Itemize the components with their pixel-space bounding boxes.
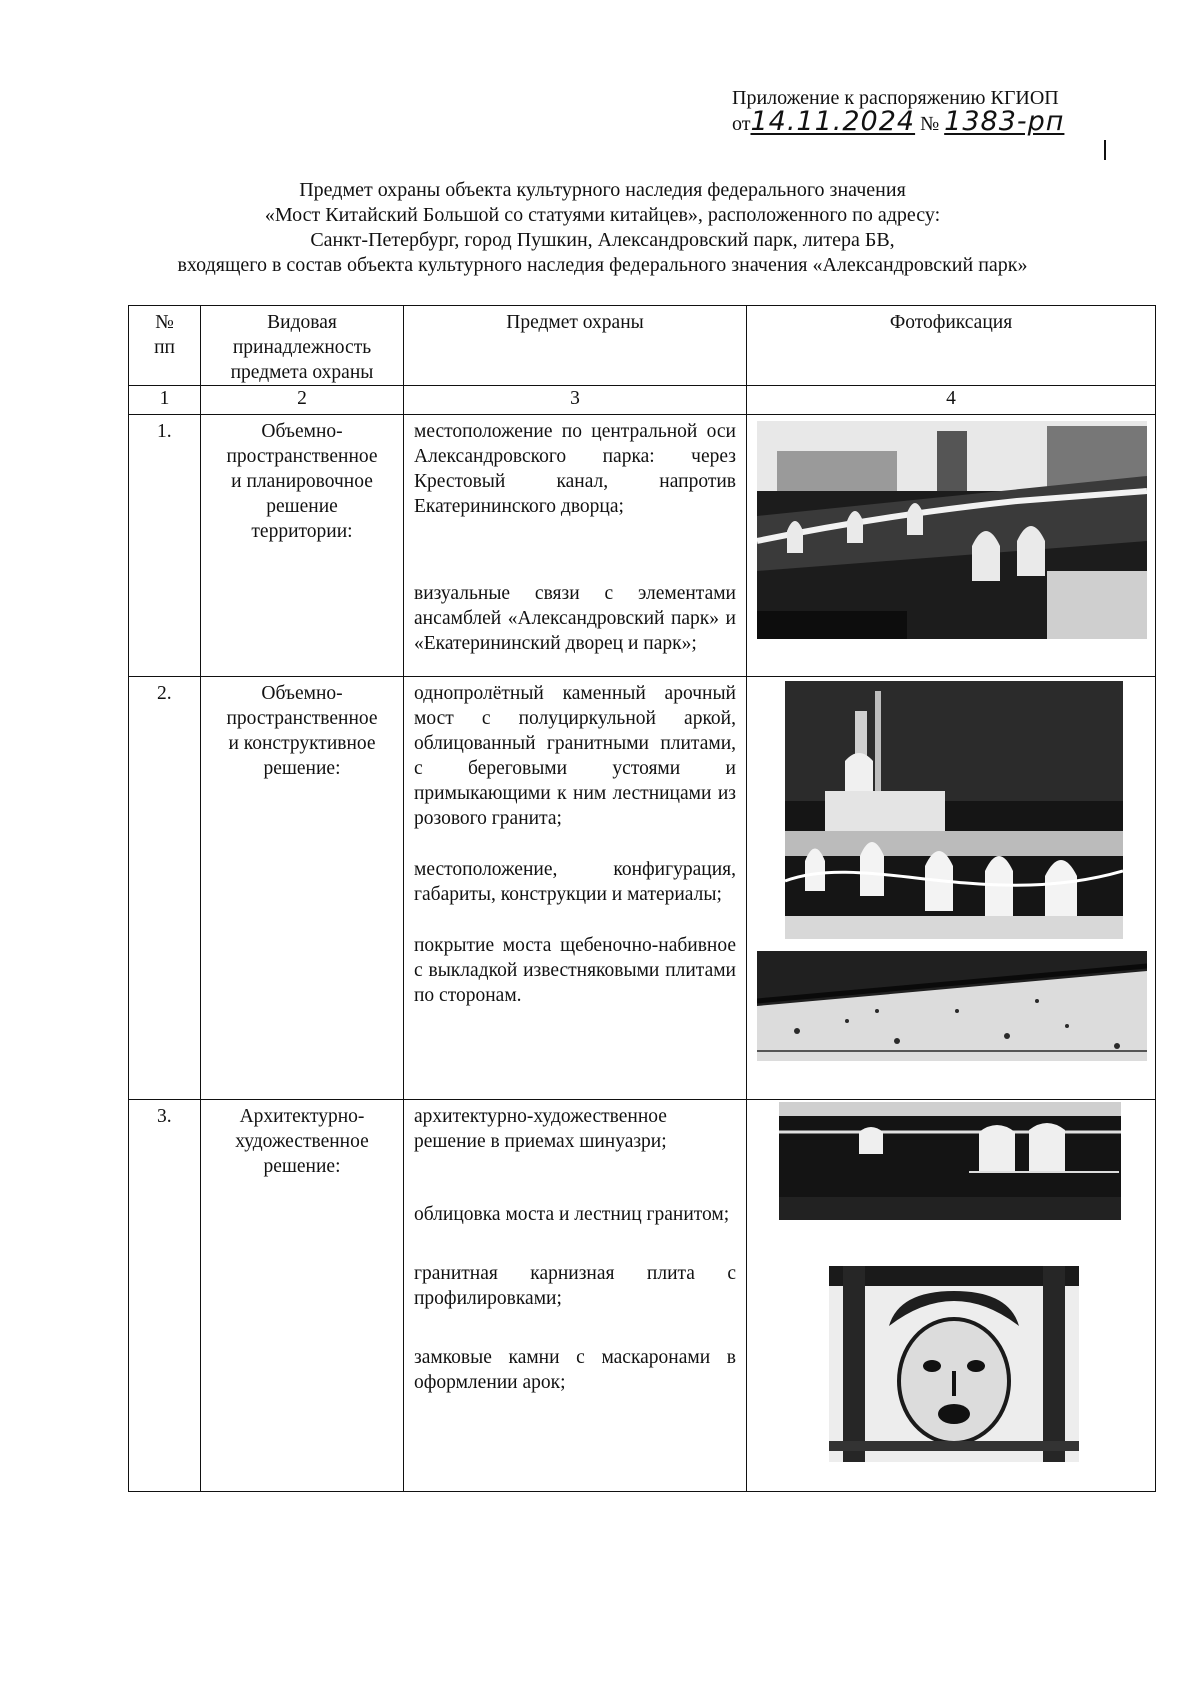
appendix-from-label: от: [732, 113, 751, 135]
col-number-3: 3: [404, 386, 747, 415]
protection-subject-table: [128, 305, 1156, 1492]
table-row: [129, 415, 1156, 677]
row-subject: [404, 415, 747, 677]
appendix-title: Приложение к распоряжению КГИОП: [732, 87, 1059, 109]
row-subject: [404, 677, 747, 1100]
kind-line: и конструктивное: [228, 733, 376, 754]
bridge-vases-photo: [785, 681, 1123, 939]
subject-item: однопролётный каменный арочный мост с полуциркульной аркой, облицованный гранитными плитами, с береговыми устоями и примыкающими к ним лестницами из розового гранита;: [414, 683, 736, 829]
header-num: [129, 306, 201, 386]
header-num-line-2: пп: [154, 337, 175, 358]
kind-line: пространственное: [226, 446, 378, 467]
col-number-2: 2: [201, 386, 404, 415]
kind-line: решение:: [263, 1156, 341, 1177]
row-kind: [201, 415, 404, 677]
subject-item: местоположение по центральной оси Александровского парка: через Крестовый канал, напротив Екатерининского дворца;: [414, 421, 736, 517]
subject-item: покрытие моста щебеночно-набивное с выкладкой известняковыми плитами по сторонам.: [414, 935, 736, 1006]
bridge-photo: [757, 421, 1147, 639]
header-photo: Фотофиксация: [747, 306, 1156, 386]
kind-line: Архитектурно-: [239, 1106, 365, 1127]
col-number-1: 1: [129, 386, 201, 415]
table-header-row: [129, 306, 1156, 386]
row-number: 2.: [129, 677, 201, 1100]
appendix-date-number: [732, 106, 1112, 140]
row-kind: [201, 1100, 404, 1492]
col-number-4: 4: [747, 386, 1156, 415]
appendix-number: 1383-рп: [944, 106, 1065, 137]
kind-line: художественное: [235, 1131, 369, 1152]
subject-item: замковые камни с маскаронами в оформлении арок;: [414, 1347, 736, 1393]
subject-item: архитектурно-художественное решение в приемах шинуазри;: [414, 1106, 667, 1152]
header-num-line-1: №: [155, 312, 174, 333]
row-number: 3.: [129, 1100, 201, 1492]
kind-line: пространственное: [226, 708, 378, 729]
header-kind-line-3: предмета охраны: [230, 362, 374, 383]
bridge-deck-photo: [757, 951, 1147, 1061]
row-photo-cell: [747, 677, 1156, 1100]
heading-line-1: Предмет охраны объекта культурного наследия федерального значения: [299, 179, 906, 201]
document-heading: [100, 178, 1105, 278]
appendix-number-label: №: [920, 113, 940, 135]
kind-line: и планировочное: [231, 471, 373, 492]
subject-item: облицовка моста и лестниц гранитом;: [414, 1204, 730, 1225]
header-subject: Предмет охраны: [404, 306, 747, 386]
header-kind-line-2: принадлежность: [232, 337, 372, 358]
heading-line-2: «Мост Китайский Большой со статуями китайцев», расположенного по адресу:: [264, 204, 941, 226]
appendix-note: [732, 86, 1112, 140]
column-number-row: [129, 386, 1156, 415]
table-row: [129, 677, 1156, 1100]
header-kind: [201, 306, 404, 386]
heading-line-3: Санкт-Петербург, город Пушкин, Александровский парк, литера БВ,: [310, 229, 895, 251]
heading-line-4: входящего в состав объекта культурного наследия федерального значения «Александровский парк»: [177, 254, 1028, 276]
kind-line: Объемно-: [261, 421, 343, 442]
kind-line: решение:: [263, 758, 341, 779]
row-photo-cell: [747, 1100, 1156, 1492]
handwritten-tick: [1104, 140, 1106, 160]
mascaron-photo: [829, 1266, 1079, 1462]
row-kind: [201, 677, 404, 1100]
kind-line: территории:: [251, 521, 353, 542]
header-kind-line-1: Видовая: [267, 312, 337, 333]
kind-line: Объемно-: [261, 683, 343, 704]
kind-line: решение: [266, 496, 338, 517]
row-number: 1.: [129, 415, 201, 677]
row-subject: [404, 1100, 747, 1492]
appendix-date: 14.11.2024: [750, 106, 916, 137]
subject-item: гранитная карнизная плита с профилировками;: [414, 1263, 736, 1309]
subject-item: местоположение, конфигурация, габариты, конструкции и материалы;: [414, 859, 736, 905]
table-row: [129, 1100, 1156, 1492]
subject-item: визуальные связи с элементами ансамблей «Александровский парк» и «Екатерининский дворец и парк»;: [414, 583, 736, 654]
arch-detail-photo: [779, 1102, 1121, 1220]
row-photo-cell: [747, 415, 1156, 677]
